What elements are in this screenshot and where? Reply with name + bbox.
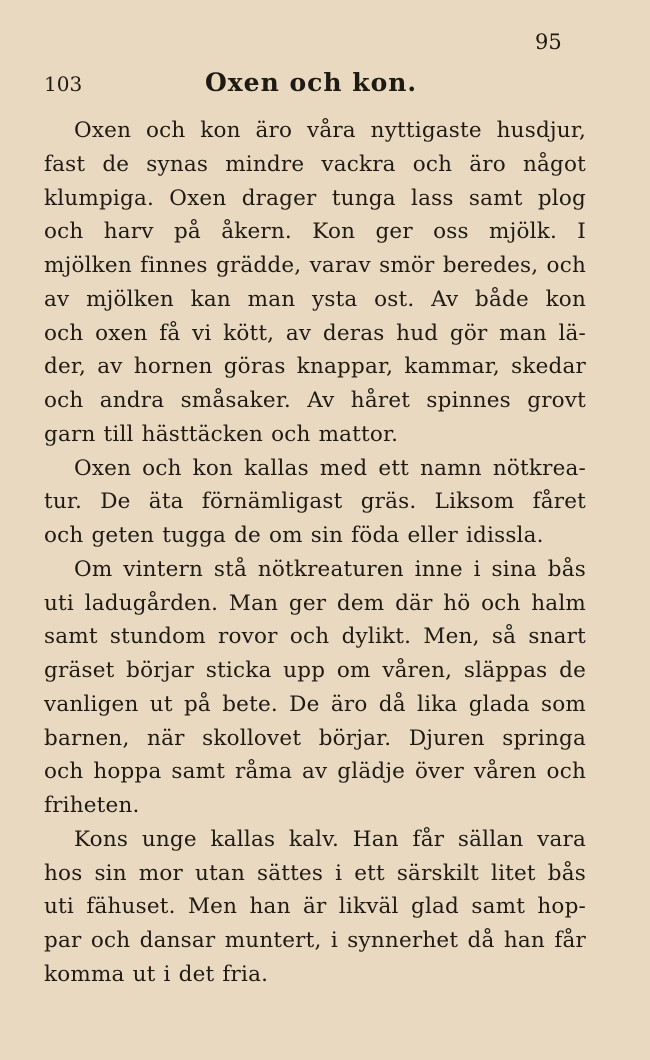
text-line: av mjölken kan man ysta ost. Av både kon — [44, 286, 586, 312]
text-line: fast de synas mindre vackra och äro något — [44, 151, 586, 177]
text-line: mjölken finnes grädde, varav smör beredes, och — [44, 253, 586, 278]
lesson-title: Oxen och kon. — [205, 68, 418, 97]
text-line: der, av hornen göras knappar, kammar, skedar — [44, 354, 586, 380]
text-line: och hoppa samt råma av glädje över våren och — [44, 759, 586, 785]
text-line: tur. De äta förnämligast gräs. Liksom fåret — [44, 489, 586, 515]
text-line: Om vintern stå nötkreaturen inne i sina bås — [74, 556, 586, 582]
text-line: Kons unge kallas kalv. Han får sällan vara — [74, 826, 586, 852]
text-line: samt stundom rovor och dylikt. Men, så snart — [44, 624, 586, 650]
text-line: komma ut i det fria. — [44, 961, 269, 987]
text-line: uti fähuset. Men han är likväl glad samt hop- — [44, 894, 586, 920]
text-line: barnen, när skollovet börjar. Djuren springa — [44, 725, 586, 751]
text-line: uti ladugården. Man ger dem där hö och halm — [44, 590, 586, 616]
lesson-number: 103 — [44, 72, 83, 96]
text-line: Oxen och kon äro våra nyttigaste husdjur, — [74, 118, 586, 143]
text-line: friheten. — [44, 793, 140, 818]
text-line: och andra småsaker. Av håret spinnes grovt — [44, 388, 586, 413]
text-line: hos sin mor utan sättes i ett särskilt litet bås — [44, 860, 586, 886]
text-line: gräset börjar sticka upp om våren, släppas de — [44, 658, 586, 683]
text-line: och oxen få vi kött, av deras hud gör man lä- — [44, 320, 586, 346]
text-line: och harv på åkern. Kon ger oss mjölk. I — [44, 219, 586, 245]
text-line: vanligen ut på bete. De äro då lika glada som — [44, 691, 586, 717]
text-line: och geten tugga de om sin föda eller idissla. — [44, 523, 544, 548]
lesson-header — [44, 68, 590, 100]
text-line: klumpiga. Oxen drager tunga lass samt plog — [44, 185, 586, 211]
body-text — [44, 114, 586, 992]
text-line: par och dansar muntert, i synnerhet då han får — [44, 928, 586, 953]
page-number: 95 — [535, 30, 562, 54]
text-line: garn till hästtäcken och mattor. — [44, 421, 399, 447]
text-line: Oxen och kon kallas med ett namn nötkrea- — [74, 455, 586, 481]
